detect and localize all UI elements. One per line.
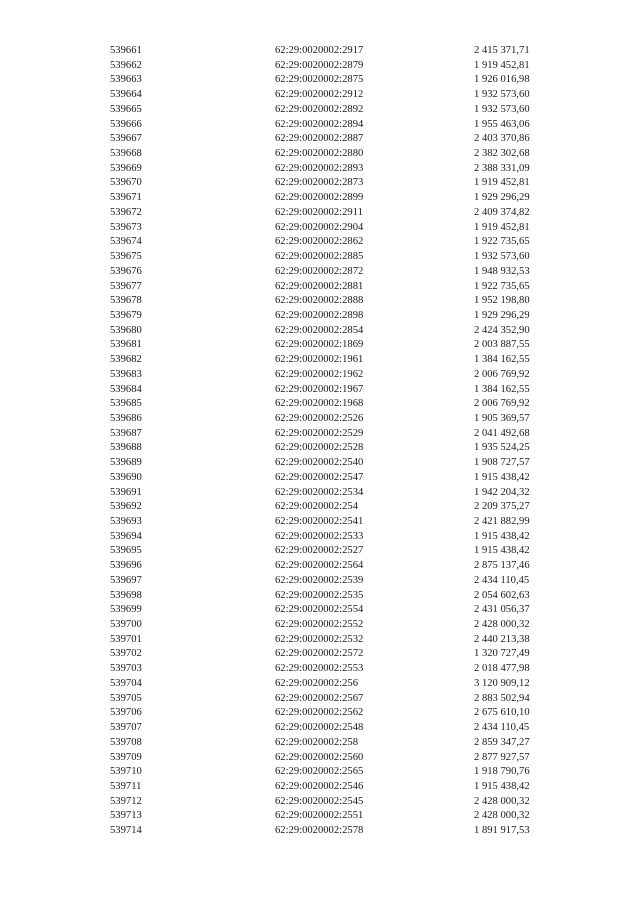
cadastral-value: 2 875 137,46 xyxy=(474,560,530,572)
table-row xyxy=(0,191,640,206)
row-id: 539691 xyxy=(110,486,142,498)
cadastral-number: 62:29:0020002:2562 xyxy=(275,707,364,719)
cadastral-number: 62:29:0020002:2888 xyxy=(275,295,364,307)
cadastral-value: 2 006 769,92 xyxy=(474,368,530,380)
row-id: 539707 xyxy=(110,722,142,734)
table-row xyxy=(0,206,640,221)
cadastral-value: 1 915 438,42 xyxy=(474,530,530,542)
row-id: 539683 xyxy=(110,368,142,380)
cadastral-value: 2 209 375,27 xyxy=(474,501,530,513)
row-id: 539700 xyxy=(110,619,142,631)
row-id: 539663 xyxy=(110,74,142,86)
row-id: 539688 xyxy=(110,442,142,454)
table-row xyxy=(0,736,640,751)
cadastral-number: 62:29:0020002:2535 xyxy=(275,589,364,601)
row-id: 539710 xyxy=(110,766,142,778)
table-row xyxy=(0,824,640,839)
cadastral-value: 1 908 727,57 xyxy=(474,457,530,469)
row-id: 539672 xyxy=(110,206,142,218)
cadastral-value: 1 926 016,98 xyxy=(474,74,530,86)
table-row xyxy=(0,235,640,250)
cadastral-value: 2 409 374,82 xyxy=(474,206,530,218)
row-id: 539692 xyxy=(110,501,142,513)
row-id: 539670 xyxy=(110,177,142,189)
row-id: 539668 xyxy=(110,148,142,160)
cadastral-number: 62:29:0020002:254 xyxy=(275,501,358,513)
row-id: 539696 xyxy=(110,560,142,572)
cadastral-number: 62:29:0020002:2899 xyxy=(275,192,364,204)
cadastral-value: 1 915 438,42 xyxy=(474,545,530,557)
cadastral-value: 2 382 302,68 xyxy=(474,148,530,160)
table-row xyxy=(0,383,640,398)
cadastral-value: 1 952 198,80 xyxy=(474,295,530,307)
cadastral-value: 2 403 370,86 xyxy=(474,133,530,145)
cadastral-number: 62:29:0020002:1967 xyxy=(275,383,364,395)
table-row xyxy=(0,500,640,515)
table-row xyxy=(0,397,640,412)
table-row xyxy=(0,633,640,648)
cadastral-number: 62:29:0020002:2885 xyxy=(275,251,364,263)
cadastral-value: 2 018 477,98 xyxy=(474,663,530,675)
cadastral-number: 62:29:0020002:2541 xyxy=(275,516,364,527)
table-row xyxy=(0,324,640,339)
table-row xyxy=(0,280,640,295)
cadastral-value: 2 883 502,94 xyxy=(474,692,530,704)
table-row xyxy=(0,765,640,780)
cadastral-number: 62:29:0020002:2532 xyxy=(275,633,364,645)
cadastral-value: 1 320 727,49 xyxy=(474,648,530,660)
table-row xyxy=(0,721,640,736)
cadastral-number: 62:29:0020002:2917 xyxy=(275,45,364,56)
cadastral-value: 1 932 573,60 xyxy=(474,89,530,101)
row-id: 539699 xyxy=(110,604,142,616)
cadastral-number: 62:29:0020002:2879 xyxy=(275,59,364,71)
row-id: 539695 xyxy=(110,545,142,557)
cadastral-number: 62:29:0020002:2553 xyxy=(275,663,364,675)
row-id: 539680 xyxy=(110,324,142,336)
cadastral-number: 62:29:0020002:2898 xyxy=(275,309,364,321)
row-id: 539693 xyxy=(110,516,142,527)
cadastral-value: 1 955 463,06 xyxy=(474,118,530,130)
cadastral-number: 62:29:0020002:2880 xyxy=(275,148,364,160)
cadastral-number: 62:29:0020002:2539 xyxy=(275,574,364,586)
table-row xyxy=(0,59,640,74)
cadastral-number: 62:29:0020002:2872 xyxy=(275,265,364,277)
cadastral-number: 62:29:0020002:2873 xyxy=(275,177,364,189)
table-row xyxy=(0,427,640,442)
table-row xyxy=(0,412,640,427)
cadastral-value: 2 388 331,09 xyxy=(474,162,530,174)
cadastral-number: 62:29:0020002:2572 xyxy=(275,648,364,660)
table-row xyxy=(0,441,640,456)
cadastral-number: 62:29:0020002:2881 xyxy=(275,280,364,292)
table-row xyxy=(0,250,640,265)
row-id: 539704 xyxy=(110,677,142,689)
cadastral-number: 62:29:0020002:2854 xyxy=(275,324,364,336)
cadastral-value: 1 915 438,42 xyxy=(474,471,530,483)
table-row xyxy=(0,780,640,795)
cadastral-number: 62:29:0020002:2533 xyxy=(275,530,364,542)
row-id: 539667 xyxy=(110,133,142,145)
table-row xyxy=(0,353,640,368)
cadastral-number: 62:29:0020002:1869 xyxy=(275,339,364,351)
cadastral-value: 2 428 000,32 xyxy=(474,810,530,822)
row-id: 539681 xyxy=(110,339,142,351)
cadastral-number: 62:29:0020002:2540 xyxy=(275,457,364,469)
cadastral-number: 62:29:0020002:2546 xyxy=(275,780,364,792)
cadastral-value: 1 929 296,29 xyxy=(474,309,530,321)
table-row xyxy=(0,574,640,589)
table-row xyxy=(0,662,640,677)
cadastral-value: 1 905 369,57 xyxy=(474,412,530,424)
cadastral-value: 1 932 573,60 xyxy=(474,251,530,263)
table-row xyxy=(0,221,640,236)
cadastral-number: 62:29:0020002:2911 xyxy=(275,206,363,218)
table-row xyxy=(0,368,640,383)
row-id: 539702 xyxy=(110,648,142,660)
table-row xyxy=(0,176,640,191)
cadastral-value: 1 384 162,55 xyxy=(474,354,530,366)
cadastral-number: 62:29:0020002:2862 xyxy=(275,236,364,248)
row-id: 539712 xyxy=(110,795,142,807)
table-row xyxy=(0,73,640,88)
cadastral-number: 62:29:0020002:1961 xyxy=(275,354,364,366)
row-id: 539674 xyxy=(110,236,142,248)
row-id: 539690 xyxy=(110,471,142,483)
cadastral-number: 62:29:0020002:2567 xyxy=(275,692,364,704)
cadastral-number: 62:29:0020002:2904 xyxy=(275,221,364,233)
cadastral-value: 1 948 932,53 xyxy=(474,265,530,277)
cadastral-number: 62:29:0020002:2893 xyxy=(275,162,364,174)
row-id: 539676 xyxy=(110,265,142,277)
cadastral-number: 62:29:0020002:2565 xyxy=(275,766,364,778)
cadastral-number: 62:29:0020002:258 xyxy=(275,736,358,748)
cadastral-number: 62:29:0020002:2892 xyxy=(275,103,364,115)
cadastral-value: 1 935 524,25 xyxy=(474,442,530,454)
cadastral-number: 62:29:0020002:2548 xyxy=(275,722,364,734)
cadastral-number: 62:29:0020002:2560 xyxy=(275,751,364,763)
table-row xyxy=(0,486,640,501)
cadastral-value: 2 428 000,32 xyxy=(474,795,530,807)
cadastral-number: 62:29:0020002:1962 xyxy=(275,368,364,380)
row-id: 539698 xyxy=(110,589,142,601)
cadastral-value: 1 922 735,65 xyxy=(474,236,530,248)
cadastral-value: 2 859 347,27 xyxy=(474,736,530,748)
cadastral-value: 2 434 110,45 xyxy=(474,722,530,734)
cadastral-value: 2 006 769,92 xyxy=(474,398,530,410)
cadastral-number: 62:29:0020002:2875 xyxy=(275,74,364,86)
cadastral-value: 2 421 882,99 xyxy=(474,516,530,527)
cadastral-value: 1 384 162,55 xyxy=(474,383,530,395)
row-id: 539661 xyxy=(110,45,142,56)
row-id: 539689 xyxy=(110,457,142,469)
cadastral-number: 62:29:0020002:2526 xyxy=(275,412,364,424)
table-row xyxy=(0,338,640,353)
table-row xyxy=(0,471,640,486)
row-id: 539671 xyxy=(110,192,142,204)
cadastral-value: 2 041 492,68 xyxy=(474,427,530,439)
row-id: 539666 xyxy=(110,118,142,130)
table-row xyxy=(0,265,640,280)
cadastral-number: 62:29:0020002:2529 xyxy=(275,427,364,439)
row-id: 539662 xyxy=(110,59,142,71)
table-row xyxy=(0,147,640,162)
table-row xyxy=(0,751,640,766)
row-id: 539708 xyxy=(110,736,142,748)
cadastral-value: 1 929 296,29 xyxy=(474,192,530,204)
cadastral-number: 62:29:0020002:2578 xyxy=(275,825,364,837)
row-id: 539701 xyxy=(110,633,142,645)
cadastral-value: 1 919 452,81 xyxy=(474,59,530,71)
row-id: 539694 xyxy=(110,530,142,542)
cadastral-number: 62:29:0020002:2552 xyxy=(275,619,364,631)
row-id: 539705 xyxy=(110,692,142,704)
table-row xyxy=(0,692,640,707)
cadastral-value: 1 918 790,76 xyxy=(474,766,530,778)
cadastral-number: 62:29:0020002:2545 xyxy=(275,795,364,807)
cadastral-number: 62:29:0020002:2551 xyxy=(275,810,364,822)
cadastral-number: 62:29:0020002:2894 xyxy=(275,118,364,130)
table-row xyxy=(0,103,640,118)
table-row xyxy=(0,88,640,103)
cadastral-value: 3 120 909,12 xyxy=(474,677,530,689)
row-id: 539677 xyxy=(110,280,142,292)
cadastral-number: 62:29:0020002:1968 xyxy=(275,398,364,410)
cadastral-number: 62:29:0020002:2912 xyxy=(275,89,364,101)
row-id: 539675 xyxy=(110,251,142,263)
table-row xyxy=(0,456,640,471)
cadastral-value: 1 942 204,32 xyxy=(474,486,530,498)
row-id: 539679 xyxy=(110,309,142,321)
cadastral-value: 2 415 371,71 xyxy=(474,45,530,56)
table-row xyxy=(0,809,640,824)
table-row xyxy=(0,677,640,692)
cadastral-value: 2 003 887,55 xyxy=(474,339,530,351)
cadastral-number: 62:29:0020002:2534 xyxy=(275,486,364,498)
row-id: 539685 xyxy=(110,398,142,410)
table-row xyxy=(0,118,640,133)
table-row xyxy=(0,132,640,147)
cadastral-number: 62:29:0020002:256 xyxy=(275,677,358,689)
table-row xyxy=(0,515,640,530)
row-id: 539678 xyxy=(110,295,142,307)
cadastral-value: 2 440 213,38 xyxy=(474,633,530,645)
table-row xyxy=(0,309,640,324)
cadastral-value: 2 424 352,90 xyxy=(474,324,530,336)
row-id: 539714 xyxy=(110,825,142,837)
cadastral-value: 2 434 110,45 xyxy=(474,574,530,586)
row-id: 539665 xyxy=(110,103,142,115)
cadastral-value: 1 919 452,81 xyxy=(474,177,530,189)
row-id: 539706 xyxy=(110,707,142,719)
cadastral-value: 2 675 610,10 xyxy=(474,707,530,719)
row-id: 539684 xyxy=(110,383,142,395)
row-id: 539669 xyxy=(110,162,142,174)
row-id: 539686 xyxy=(110,412,142,424)
table-row xyxy=(0,603,640,618)
cadastral-number: 62:29:0020002:2887 xyxy=(275,133,364,145)
row-id: 539709 xyxy=(110,751,142,763)
cadastral-value: 1 891 917,53 xyxy=(474,825,530,837)
table-row xyxy=(0,589,640,604)
cadastral-value: 2 428 000,32 xyxy=(474,619,530,631)
table-row xyxy=(0,647,640,662)
row-id: 539687 xyxy=(110,427,142,439)
cadastral-value: 1 915 438,42 xyxy=(474,780,530,792)
row-id: 539664 xyxy=(110,89,142,101)
cadastral-number: 62:29:0020002:2528 xyxy=(275,442,364,454)
cadastral-number: 62:29:0020002:2564 xyxy=(275,560,364,572)
data-table xyxy=(0,44,640,839)
row-id: 539673 xyxy=(110,221,142,233)
table-row xyxy=(0,44,640,59)
row-id: 539682 xyxy=(110,354,142,366)
cadastral-value: 1 932 573,60 xyxy=(474,103,530,115)
cadastral-value: 1 919 452,81 xyxy=(474,221,530,233)
row-id: 539703 xyxy=(110,663,142,675)
cadastral-value: 2 054 602,63 xyxy=(474,589,530,601)
table-row xyxy=(0,162,640,177)
cadastral-value: 1 922 735,65 xyxy=(474,280,530,292)
cadastral-number: 62:29:0020002:2554 xyxy=(275,604,364,616)
table-row xyxy=(0,559,640,574)
table-row xyxy=(0,618,640,633)
table-row xyxy=(0,294,640,309)
cadastral-number: 62:29:0020002:2527 xyxy=(275,545,364,557)
table-row xyxy=(0,795,640,810)
table-row xyxy=(0,530,640,545)
table-row xyxy=(0,706,640,721)
row-id: 539711 xyxy=(110,780,142,792)
cadastral-value: 2 877 927,57 xyxy=(474,751,530,763)
table-row xyxy=(0,544,640,559)
row-id: 539713 xyxy=(110,810,142,822)
cadastral-value: 2 431 056,37 xyxy=(474,604,530,616)
row-id: 539697 xyxy=(110,574,142,586)
cadastral-number: 62:29:0020002:2547 xyxy=(275,471,364,483)
